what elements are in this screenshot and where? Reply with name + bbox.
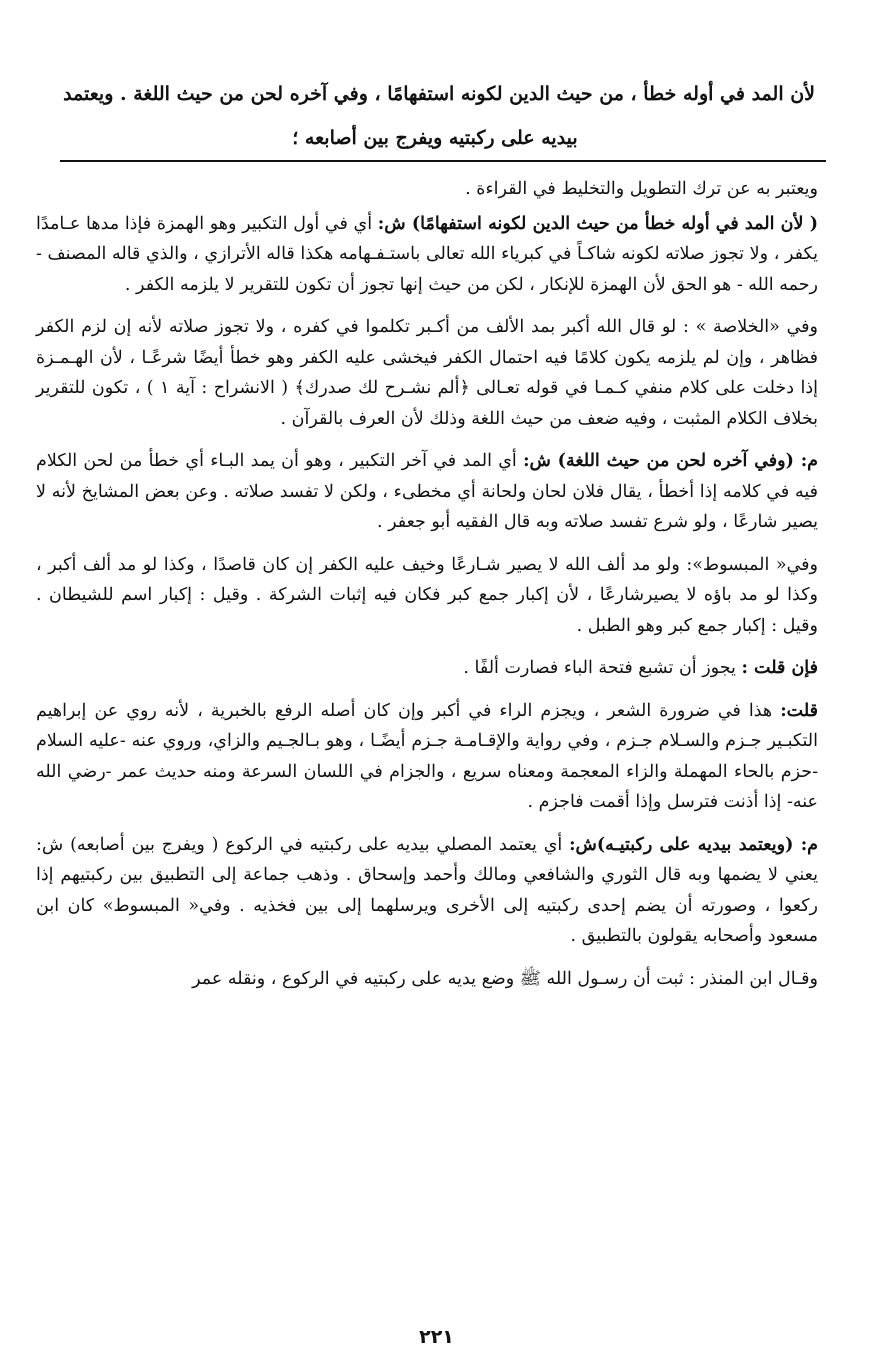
paragraph <box>36 696 818 818</box>
paragraph-lead: فإن قلت : <box>741 658 818 678</box>
separator-rule <box>60 160 826 162</box>
commentary-body <box>36 174 818 1006</box>
paragraph-text: أي في أول التكبير وهو الهمزة فإذا مدها عـامدًا يكفر ، ولا تجوز صلاته لكونه شاكـاً في كبرياء الله تعالى باستـفـهامه هكذا قاله الأترازي ، والذي قاله المصنف - رحمه الله - هو الحق لأن الهمزة للإنكار ، لكن من حيث إنها تجوز أن تكون للتقرير لا يلزمه الكفر . <box>36 213 818 295</box>
matn-line-1: لأن المد في أوله خطأ ، من حيث الدين لكونه استفهامًا ، وفي آخره لحن من حيث اللغة . ويعتمد <box>63 83 815 105</box>
paragraph <box>36 209 818 301</box>
paragraph <box>36 446 818 538</box>
paragraph-lead: م: (ويعتمد بيديه على ركبتيـه)ش: <box>569 834 818 855</box>
paragraph-text: أي المد في آخر التكبير ، وهو أن يمد البـاء أي خطأ من لحن الكلام فيه في كلامه إذا أخطأ ، يقال فلان لحان ولحانة أي مخطىء ، ولكن لا تفسد صلاته . وعن بعض المشايخ لأنه لا يصير شارعًا ، ولو شرع تفسد صلاته وبه قال الفقيه أبو جعفر . <box>36 451 818 532</box>
paragraph <box>36 830 818 952</box>
paragraph-text: وفي« المبسوط»: ولو مد ألف الله لا يصير شـارعًا وخيف عليه الكفر إن كان قاصدًا ، وكذا لو مد ألف أكبر ، وكذا لو مد باؤه لا يصيرشارعًا ، لأن إكبار جمع كبر فكان فيه إثبات الشركة . وقيل : إكبار اسم للشيطان . وقيل : إكبار جمع كبر وهو الطبل . <box>36 554 818 636</box>
matn-line-2: بيديه على ركبتيه ويفرج بين أصابعه ؛ <box>292 127 578 149</box>
paragraph-text: أي يعتمد المصلي بيديه على ركبتيه في الركوع ( ويفرج بين أصابعه) ش: يعني لا يضمها وبه قال الثوري والشافعي ومالك وأحمد وإسحاق . وذهب جماعة إلى التطبيق بين ركبتيهم إذا ركعوا ، وصورته أن يضم إحدى ركبتيه إلى الأخرى ويرسلهما إلى بين فخذيه . وفي« المبسوط» كان ابن مسعود وأصحابه يقولون بالتطبيق . <box>36 834 818 946</box>
paragraph-lead: م: (وفي آخره لحن من حيث اللغة) ش: <box>523 451 819 471</box>
paragraph-text: يجوز أن تشبع فتحة الباء فصارت ألفًا . <box>463 658 742 678</box>
paragraph-text: وفي «الخلاصة » : لو قال الله أكبر بمد الألف من أكـبر تكلموا في كفره ، ولا تجوز صلاته لأنه إن لزم الكفر فظاهر ، وإن لم يلزمه يكون كلامًا فيه احتمال الكفر فيخشى عليه الكفر وهو خطأ أيضًا شرعًـا ، لأن الهـمـزة إذا دخلت على كلام منفي كـمـا في قوله تعـالى ﴿ألم نشـرح لك صدرك﴾ ( الانشراح : آية ١ ) ، تكون للتقرير بخلاف الكلام المثبت ، وفيه ضعف من حيث اللغة وذلك لأن العرف بالقرآن . <box>36 317 818 429</box>
paragraph <box>36 653 818 684</box>
paragraph-lead: ( لأن المد في أوله خطأ من حيث الدين لكونه استفهامًا) ش: <box>377 213 818 234</box>
paragraph <box>36 550 818 642</box>
paragraph: ويعتبر به عن ترك التطويل والتخليط في القراءة . <box>465 179 818 199</box>
paragraph <box>36 312 818 434</box>
paragraph <box>36 964 818 995</box>
page-number: ٢٢١ <box>419 1326 454 1348</box>
paragraph-text: وقـال ابن المنذر : ثبت أن رسـول الله ﷺ وضع يديه على ركبتيه في الركوع ، ونقله عمر <box>192 968 818 989</box>
paragraph-text: هذا في ضرورة الشعر ، ويجزم الراء في أكبر وإن كان أصله الرفع بالخبرية ، لأنه روي عن إبراهيم التكبـير جـزم والسـلام جـزم ، وفي رواية والإقـامـة جـزم أيضًـا ، وهو بـالجـيم والزاي، وروي عنه -عليه السلام -حزم بالحاء المهملة والزاء المعجمة ومعناه سريع ، والجزام في اللسان السرعة ومنه حديث عمر -رضي الله عنه- إذا أذنت فترسل وإذا أقمت فاجزم . <box>36 700 818 812</box>
matn-text <box>55 72 815 160</box>
paragraph-lead: قلت: <box>780 700 818 721</box>
